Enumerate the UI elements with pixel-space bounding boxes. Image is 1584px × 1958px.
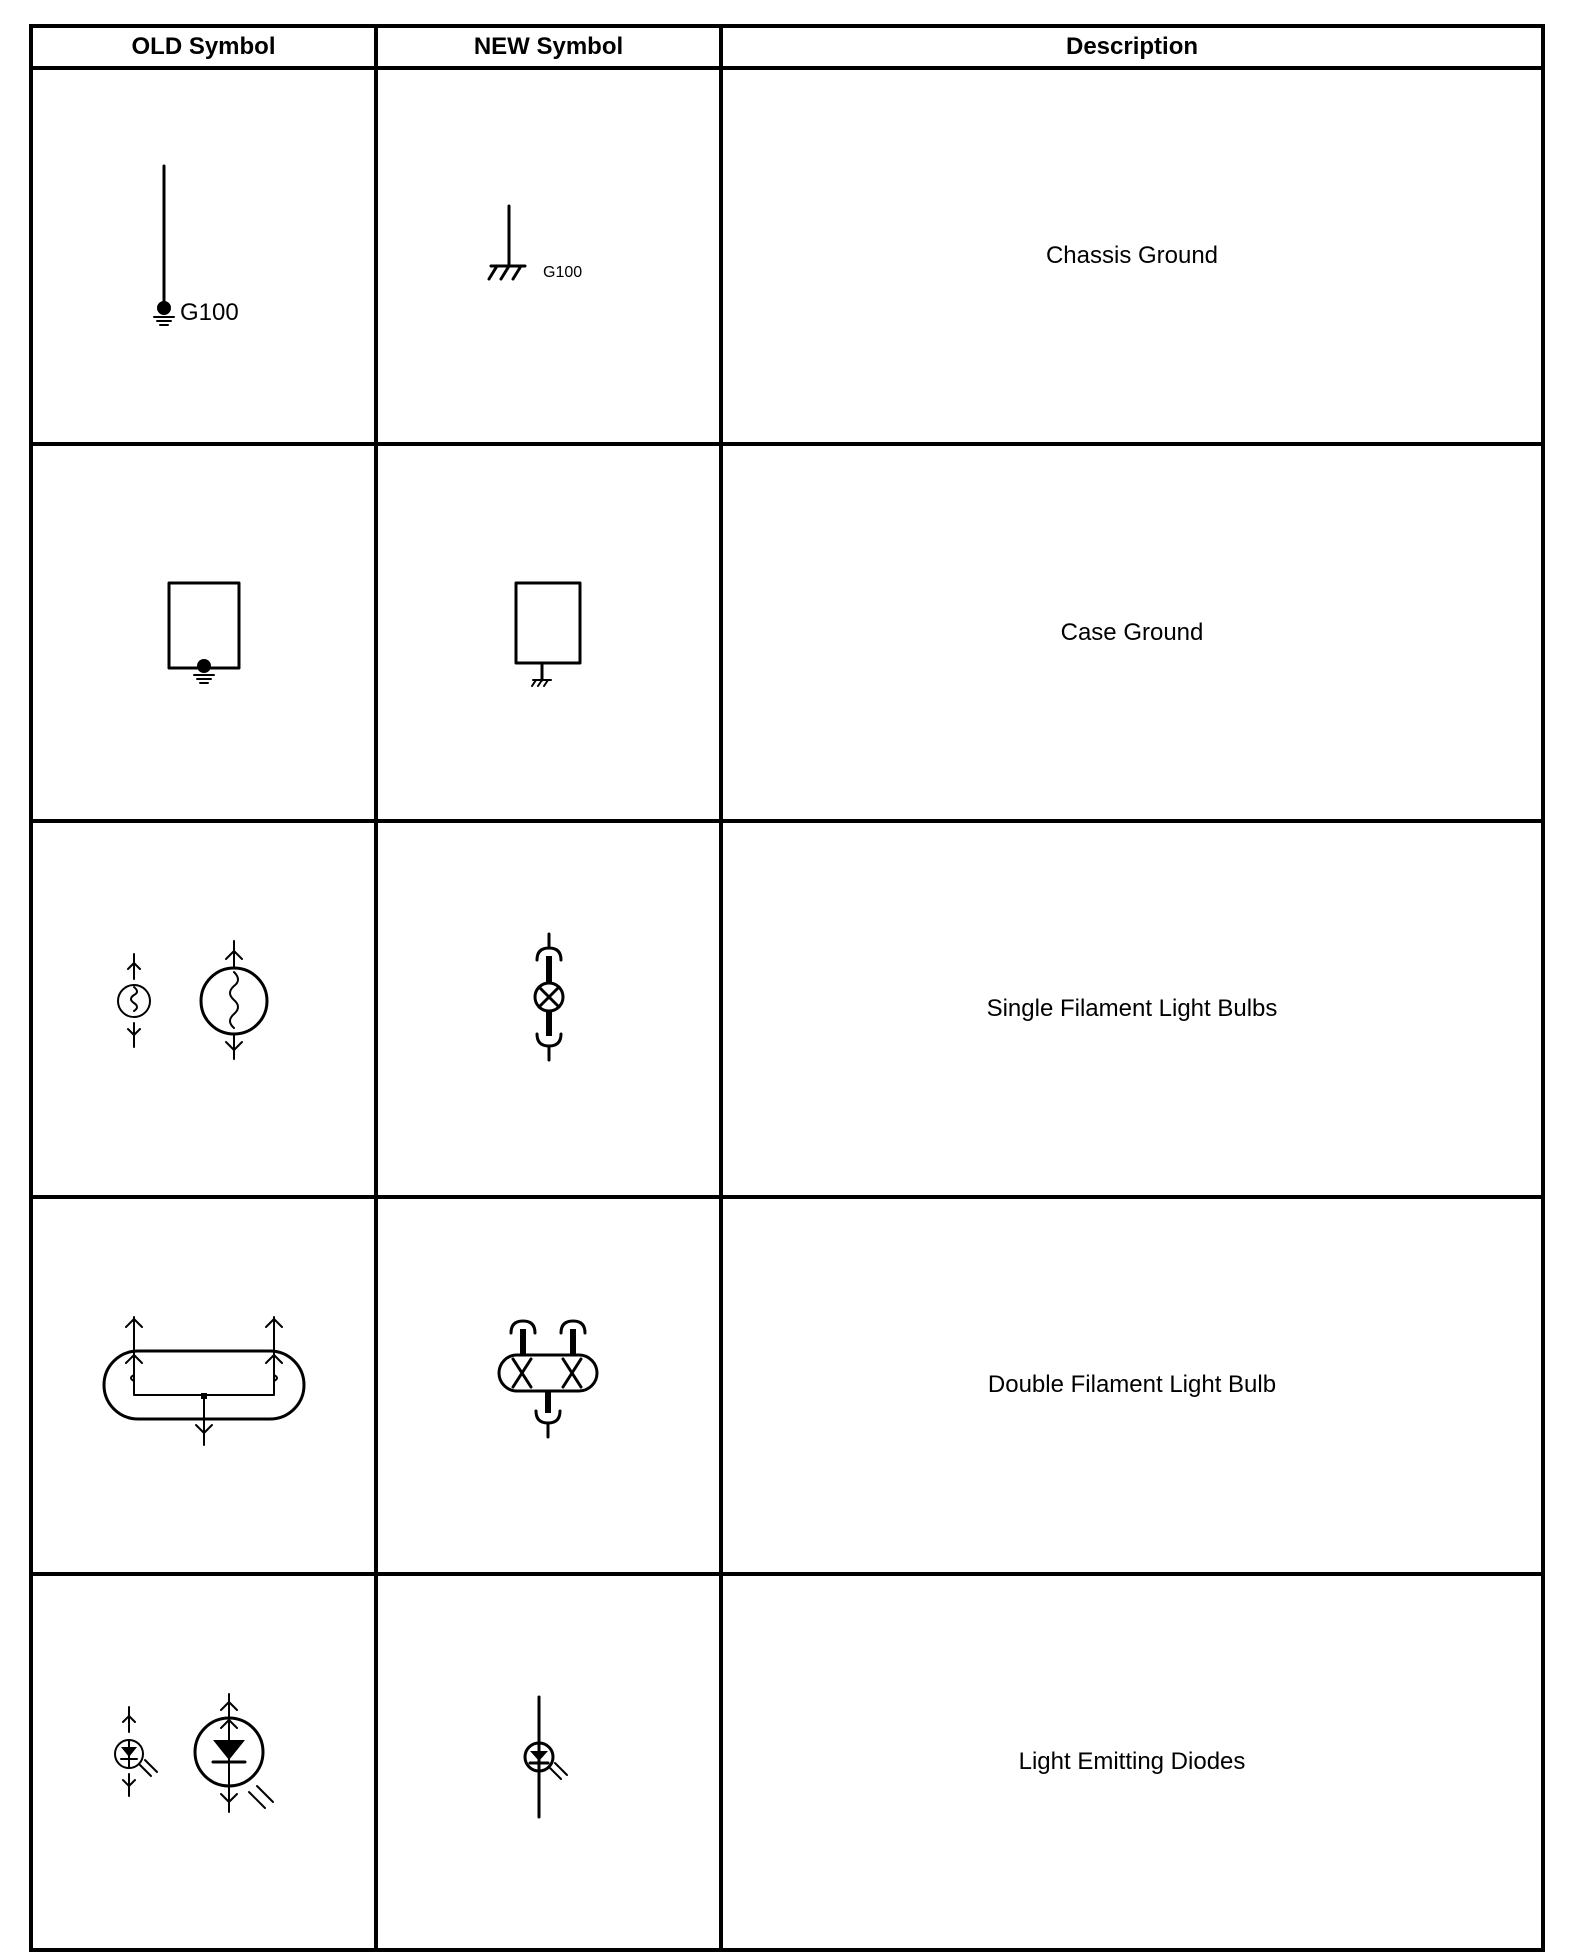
case-ground-old-icon — [154, 573, 254, 693]
table-row — [31, 1574, 1543, 1950]
single-filament-bulb-old-icon — [104, 939, 304, 1079]
led-old-icon — [99, 1692, 309, 1832]
new-symbol-cell — [376, 444, 721, 820]
header-description: Description — [721, 26, 1543, 68]
double-filament-bulb-old-icon — [94, 1315, 314, 1455]
table-row — [31, 444, 1543, 820]
new-symbol-cell — [376, 1574, 721, 1950]
description-cell — [721, 1574, 1543, 1950]
description-text: Case Ground — [1060, 618, 1204, 646]
header-old-symbol: OLD Symbol — [31, 26, 376, 68]
description-text: Single Filament Light Bulbs — [986, 994, 1278, 1022]
table-row — [31, 1197, 1543, 1573]
led-new-icon — [499, 1697, 599, 1827]
description-text: Chassis Ground — [1045, 242, 1219, 270]
old-symbol-cell — [31, 1197, 376, 1573]
old-symbol-cell — [31, 821, 376, 1197]
old-symbol-cell — [31, 68, 376, 444]
chassis-ground-new-icon — [469, 201, 629, 311]
chassis-ground-old-icon — [124, 156, 284, 356]
old-symbol-cell — [31, 1574, 376, 1950]
symbol-table — [29, 24, 1545, 1952]
description-cell — [721, 444, 1543, 820]
table-row — [31, 821, 1543, 1197]
new-symbol-cell — [376, 1197, 721, 1573]
new-ground-label: G100 — [542, 264, 582, 282]
description-cell — [721, 68, 1543, 444]
description-cell — [721, 1197, 1543, 1573]
new-symbol-cell — [376, 821, 721, 1197]
description-cell — [721, 821, 1543, 1197]
new-symbol-cell — [376, 68, 721, 444]
old-ground-label: G100 — [179, 299, 239, 327]
description-text: Double Filament Light Bulb — [987, 1371, 1277, 1399]
table-header-row — [31, 26, 1543, 68]
old-symbol-cell — [31, 444, 376, 820]
double-filament-bulb-new-icon — [489, 1315, 609, 1455]
table-row — [31, 68, 1543, 444]
header-new-symbol: NEW Symbol — [376, 26, 721, 68]
single-filament-bulb-new-icon — [509, 934, 589, 1084]
case-ground-new-icon — [499, 568, 599, 698]
description-text: Light Emitting Diodes — [1018, 1747, 1246, 1775]
